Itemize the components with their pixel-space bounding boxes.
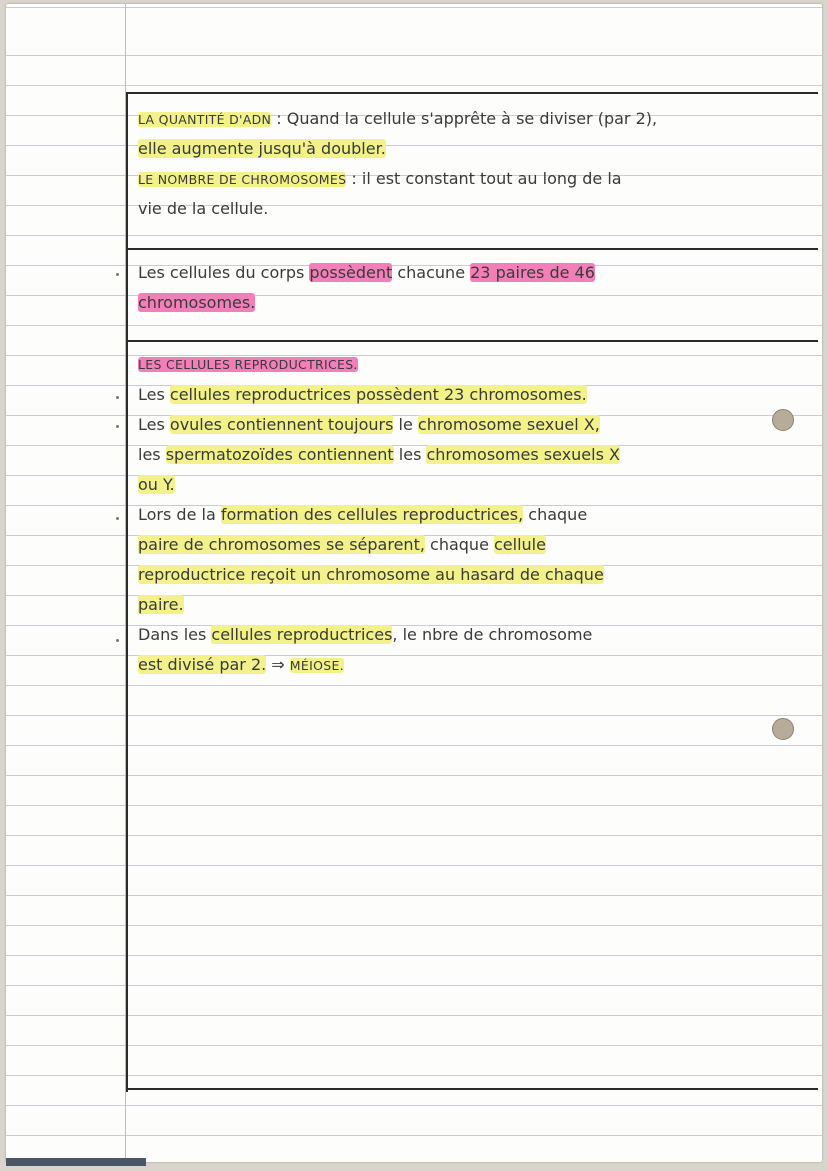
highlighted-text: elle augmente jusqu'à doubler. [138,139,386,158]
section-heading [138,350,808,380]
highlighted-text: cellule [494,535,546,554]
punch-hole [772,718,794,740]
text-run: , le nbre de chromosome [392,625,593,644]
divider-2 [126,340,818,342]
column-rule [126,92,128,1092]
highlighted-text: est divisé par 2. [138,655,267,674]
highlighted-text: cellules reproductrices possèdent 23 chromosomes. [169,385,587,404]
text-line [138,194,808,224]
text-line [138,380,808,410]
bullet-dot [116,517,119,520]
highlighted-text: paire de chromosomes se séparent, [138,535,425,554]
highlighted-text: chromosome sexuel X, [417,415,600,434]
highlighted-text: LE NOMBRE DE CHROMOSOMES [138,172,347,187]
highlighted-text: cellules reproductrices [211,625,393,644]
text-run: chaque [424,535,494,554]
text-line [138,560,808,590]
highlighted-text: possèdent [309,263,393,282]
section-reproductive-cells [138,350,808,680]
highlighted-text: spermatozoïdes contiennent [165,445,394,464]
text-line [138,650,808,680]
text-run: le [393,415,418,434]
divider-bottom [126,1088,818,1090]
bullet-dot [116,273,119,276]
highlighted-text: chromosomes sexuels X [426,445,620,464]
punch-hole [772,409,794,431]
text-line [138,530,808,560]
text-line [138,410,808,440]
highlighted-text: 23 paires de 46 [470,263,595,282]
divider-top [126,92,818,94]
text-run: Dans les [138,625,212,644]
bullet-dot [116,425,119,428]
highlighted-text: reproductrice reçoit un chromosome au hasard de chaque [138,565,604,584]
text-line [138,620,808,650]
highlighted-text: ou Y. [138,475,175,494]
highlighted-text: paire. [138,595,184,614]
text-line [138,134,808,164]
text-line [138,440,808,470]
text-run: : il est constant tout au long de la [346,169,622,188]
section-adn-chromosomes [138,104,808,224]
text-run: Les cellules du corps [138,263,310,282]
heading-text: LES CELLULES REPRODUCTRICES. [138,357,358,372]
section-body-cells [138,258,808,318]
text-run: chacune [392,263,471,282]
text-run: les [138,445,166,464]
bullet-dot [116,396,119,399]
highlighted-text: MÉIOSE. [289,658,344,673]
highlighted-text: LA QUANTITÉ D'ADN [138,112,272,127]
highlighted-text: formation des cellules reproductrices, [220,505,524,524]
text-line [138,258,808,288]
text-run: vie de la cellule. [138,199,269,218]
text-run: Les [138,415,170,434]
background-strip [6,1158,146,1166]
text-run: chaque [523,505,588,524]
text-run: les [393,445,427,464]
divider-1 [126,248,818,250]
text-run: ⇒ [266,655,290,674]
text-line [138,104,808,134]
text-line [138,590,808,620]
text-run: Les [138,385,170,404]
text-line [138,500,808,530]
text-run: : Quand la cellule s'apprête à se diviser (par 2), [271,109,658,128]
text-line [138,164,808,194]
text-line [138,470,808,500]
text-run: Lors de la [138,505,221,524]
notebook-page [6,4,822,1162]
text-line [138,288,808,318]
highlighted-text: ovules contiennent toujours [169,415,394,434]
highlighted-text: chromosomes. [138,293,256,312]
bullet-dot [116,639,119,642]
